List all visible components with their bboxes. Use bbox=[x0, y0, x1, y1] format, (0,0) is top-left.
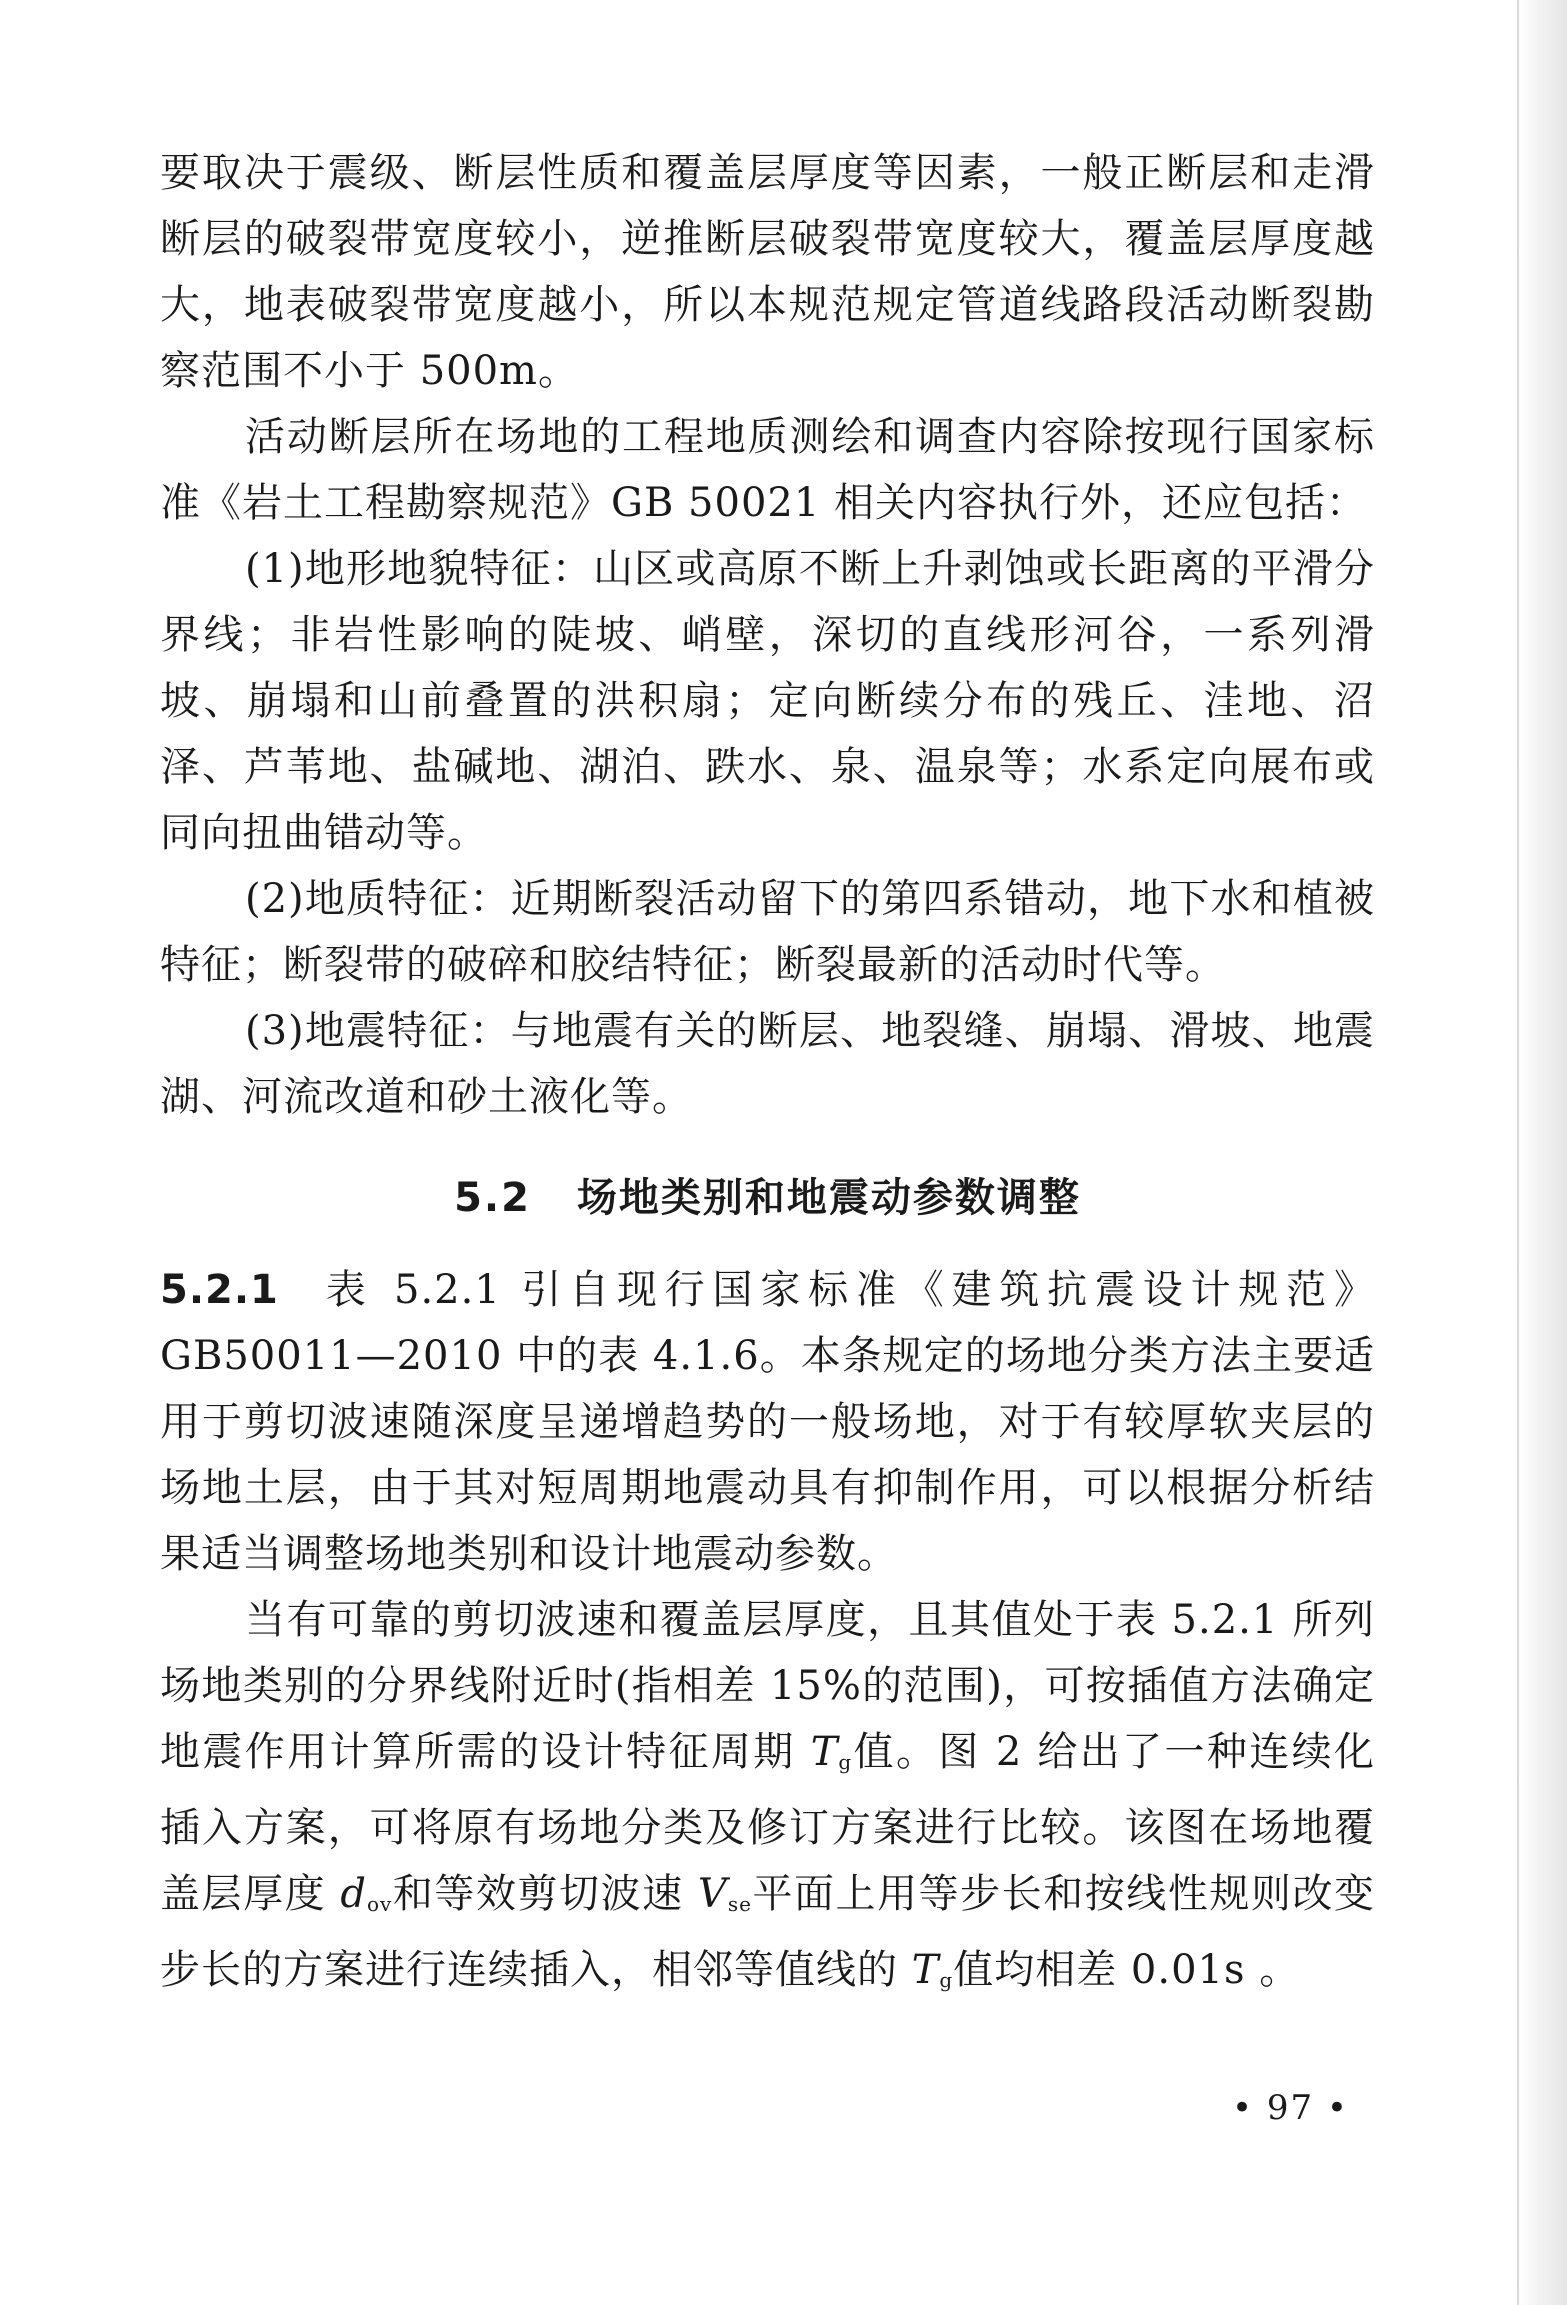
interp-text-2: 值。图 2 给出了一种连续化插入方案，可将原有场地分类及修订方案进行比较。该图在场地覆盖层厚度 bbox=[160, 1729, 1375, 1917]
section-heading bbox=[160, 1166, 1375, 1223]
page-body bbox=[160, 140, 1375, 2013]
vse-symbol: V bbox=[697, 1871, 728, 1917]
interp-text-4: 平面上用等步长和按线性规则改变步长的方案进行连续插入，相邻等值线的 bbox=[160, 1871, 1375, 1993]
paragraph-landform-features: (1)地形地貌特征：山区或高原不断上升剥蚀或长距离的平滑分界线；非岩性影响的陡坡、峭壁，深切的直线形河谷，一系列滑坡、崩塌和山前叠置的洪积扇；定向断续分布的残丘、洼地、沼泽、芦苇地、盐碱地、湖泊、跌水、泉、温泉等；水系定向展布或同向扭曲错动等。 bbox=[160, 546, 1375, 856]
paragraph-survey-content: 活动断层所在场地的工程地质测绘和调查内容除按现行国家标准《岩土工程勘察规范》GB 50021 相关内容执行外，还应包括： bbox=[160, 414, 1375, 526]
paragraph-seismic-features: (3)地震特征：与地震有关的断层、地裂缝、崩塌、滑坡、地震湖、河流改道和砂土液化等。 bbox=[160, 1008, 1375, 1120]
vse-subscript: se bbox=[727, 1892, 752, 1916]
section-title: 场地类别和地震动参数调整 bbox=[576, 1175, 1081, 1221]
interp-text-3: 和等效剪切波速 bbox=[392, 1871, 698, 1917]
clause-text: 表 5.2.1 引自现行国家标准《建筑抗震设计规范》GB50011—2010 中的表 4.1.6。本条规定的场地分类方法主要适用于剪切波速随深度呈递增趋势的一般场地，对于有较厚软夹层的场地土层，由于其对短周期地震动具有抑制作用，可以根据分析结果适当调整场地类别和设计地震动参数。 bbox=[160, 1267, 1375, 1577]
page-number: • 97 • bbox=[1232, 2088, 1349, 2128]
paragraph-continuation: 要取决于震级、断层性质和覆盖层厚度等因素，一般正断层和走滑断层的破裂带宽度较小，逆推断层破裂带宽度较大，覆盖层厚度越大，地表破裂带宽度越小，所以本规范规定管道线路段活动断裂勘察范围不小于 500m。 bbox=[160, 150, 1375, 394]
clause-number: 5.2.1 bbox=[160, 1267, 279, 1313]
dov-subscript: ov bbox=[367, 1892, 393, 1916]
tg-subscript: g bbox=[838, 1750, 853, 1774]
dov-symbol: d bbox=[340, 1871, 368, 1917]
paragraph-geologic-features: (2)地质特征：近期断裂活动留下的第四系错动，地下水和植被特征；断裂带的破碎和胶结特征；断裂最新的活动时代等。 bbox=[160, 876, 1375, 988]
tg2-subscript: g bbox=[939, 1968, 954, 1992]
paragraph-interpolation bbox=[160, 1587, 1375, 2013]
interp-text-1: 当有可靠的剪切波速和覆盖层厚度，且其值处于表 5.2.1 所列场地类别的分界线附近时(指相差 15%的范围)，可按插值方法确定地震作用计算所需的设计特征周期 bbox=[160, 1597, 1375, 1775]
interp-text-5: 值均相差 0.01s 。 bbox=[953, 1947, 1301, 1993]
clause-paragraph bbox=[160, 1257, 1375, 1587]
tg-symbol: T bbox=[810, 1729, 839, 1775]
section-number: 5.2 bbox=[454, 1175, 531, 1221]
page-edge-shadow bbox=[1517, 0, 1567, 2305]
tg2-symbol: T bbox=[911, 1947, 940, 1993]
